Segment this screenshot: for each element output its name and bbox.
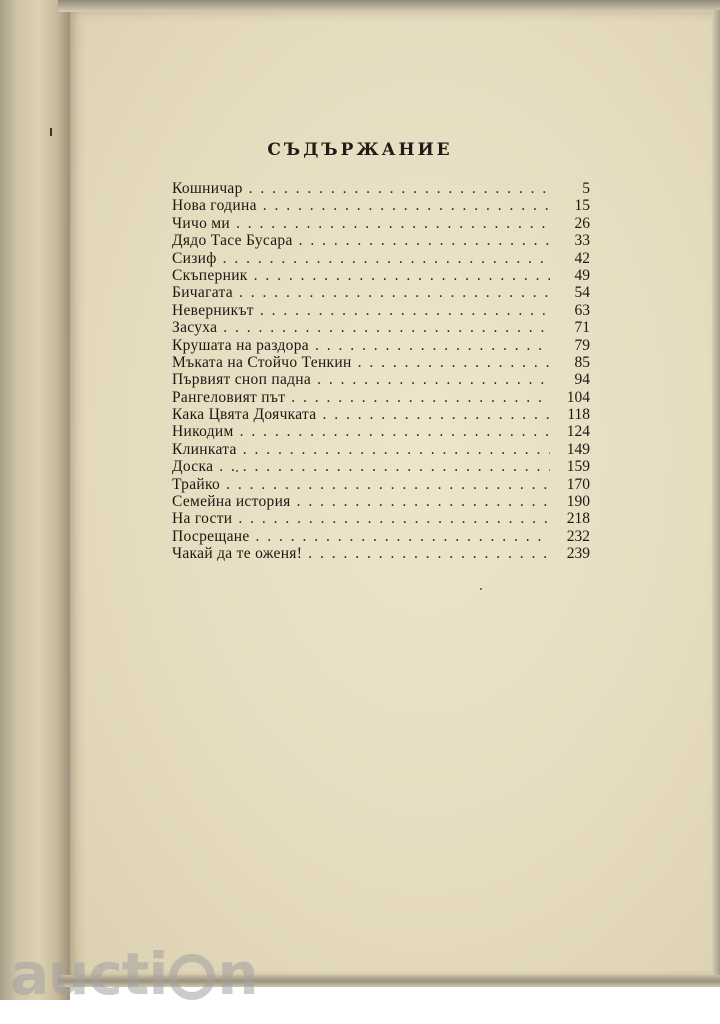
toc-entry-title: Нова година xyxy=(172,197,257,215)
page-top-edge xyxy=(58,0,720,12)
dot-leader xyxy=(317,406,551,423)
dot-leader xyxy=(254,302,550,319)
table-of-contents xyxy=(172,180,590,563)
toc-entry xyxy=(172,510,590,527)
dot-leader xyxy=(243,180,550,197)
toc-entry-page: 232 xyxy=(566,527,590,545)
toc-entry xyxy=(172,493,590,510)
toc-entry-page: 218 xyxy=(566,510,590,528)
paper-speck xyxy=(480,588,482,590)
toc-entry xyxy=(172,180,590,197)
toc-entry xyxy=(172,354,590,371)
toc-entry-title: Крушата на раздора xyxy=(172,336,309,354)
toc-entry xyxy=(172,441,590,458)
toc-entry xyxy=(172,284,590,301)
toc-entry xyxy=(172,197,590,214)
contents-heading: СЪДЪРЖАНИЕ xyxy=(267,140,453,160)
dot-leader xyxy=(213,458,550,475)
dot-leader xyxy=(217,250,550,267)
toc-entry-title: Посрещане xyxy=(172,527,250,545)
dot-leader xyxy=(302,545,550,562)
dot-leader xyxy=(291,493,550,510)
dot-leader xyxy=(234,423,550,440)
watermark-logo xyxy=(10,940,258,1008)
toc-entry-page: 239 xyxy=(566,545,590,563)
watermark-ring-icon xyxy=(169,954,215,1000)
toc-entry-page: 124 xyxy=(566,423,590,441)
dot-leader xyxy=(257,197,550,214)
dot-leader xyxy=(285,389,550,406)
toc-entry-title: Сизиф xyxy=(172,249,217,267)
toc-entry xyxy=(172,476,590,493)
watermark-text-end: n xyxy=(217,940,258,1008)
dot-leader xyxy=(248,267,550,284)
toc-entry-page: 104 xyxy=(566,388,590,406)
toc-entry-title: Трайко xyxy=(172,475,221,493)
dot-leader xyxy=(250,528,550,545)
toc-entry-title: Клинката xyxy=(172,440,237,458)
toc-entry-page: 63 xyxy=(574,301,590,319)
dot-leader xyxy=(293,232,550,249)
toc-entry-page: 190 xyxy=(566,493,590,511)
toc-entry-title: Засуха xyxy=(172,319,218,337)
toc-entry-page: 94 xyxy=(574,371,590,389)
toc-entry-title: Дядо Тасе Бусара xyxy=(172,232,293,250)
toc-entry-title: Кака Цвята Доячката xyxy=(172,406,317,424)
dot-leader xyxy=(233,284,550,301)
toc-entry xyxy=(172,423,590,440)
toc-entry-page: 49 xyxy=(574,266,590,284)
toc-entry-page: 42 xyxy=(574,249,590,267)
toc-entry xyxy=(172,371,590,388)
toc-entry xyxy=(172,337,590,354)
toc-entry-page: 118 xyxy=(567,406,590,424)
toc-entry-title: Кошничар xyxy=(172,180,243,197)
dot-leader xyxy=(311,371,550,388)
toc-entry xyxy=(172,545,590,562)
toc-entry-title: Чичо ми xyxy=(172,214,230,232)
toc-entry-title: Бичагата xyxy=(172,284,233,302)
toc-entry-page: 5 xyxy=(582,180,590,197)
dot-leader xyxy=(237,441,550,458)
toc-entry-page: 149 xyxy=(566,440,590,458)
toc-entry xyxy=(172,250,590,267)
toc-entry-page: 170 xyxy=(566,475,590,493)
toc-entry-title: Първият сноп падна xyxy=(172,371,312,389)
toc-entry-page: 79 xyxy=(574,336,590,354)
toc-entry-page: 26 xyxy=(574,214,590,232)
toc-entry-page: 85 xyxy=(574,353,590,371)
dot-leader xyxy=(232,510,550,527)
dot-leader xyxy=(230,215,550,232)
toc-entry-page: 54 xyxy=(574,284,590,302)
toc-entry-title: Скъперник xyxy=(172,266,248,284)
dot-leader xyxy=(217,319,550,336)
toc-entry xyxy=(172,458,590,475)
toc-entry-title: Семейна история xyxy=(172,493,291,511)
toc-entry xyxy=(172,302,590,319)
toc-entry-title: Доска xyxy=(172,458,214,476)
toc-entry xyxy=(172,528,590,545)
dot-leader xyxy=(220,476,550,493)
toc-entry-title: Мъката на Стойчо Тенкин xyxy=(172,353,352,371)
toc-entry-page: 33 xyxy=(574,232,590,250)
toc-entry-page: 159 xyxy=(566,458,590,476)
toc-entry xyxy=(172,215,590,232)
paper-speck xyxy=(236,470,238,472)
toc-entry-title: Никодим xyxy=(172,423,234,441)
toc-entry xyxy=(172,319,590,336)
toc-entry-title: На гости xyxy=(172,510,233,528)
toc-entry-title: Чакай да те оженя! xyxy=(172,545,303,563)
toc-entry-page: 15 xyxy=(574,197,590,215)
toc-entry xyxy=(172,267,590,284)
toc-entry xyxy=(172,406,590,423)
toc-entry-page: 71 xyxy=(574,319,590,337)
toc-entry-title: Неверникът xyxy=(172,301,254,319)
gutter-mark xyxy=(50,128,52,136)
toc-entry xyxy=(172,232,590,249)
toc-entry xyxy=(172,389,590,406)
dot-leader xyxy=(309,337,550,354)
watermark-text-start: aucti xyxy=(10,940,168,1008)
dot-leader xyxy=(352,354,550,371)
toc-entry-title: Рангеловият път xyxy=(172,388,286,406)
